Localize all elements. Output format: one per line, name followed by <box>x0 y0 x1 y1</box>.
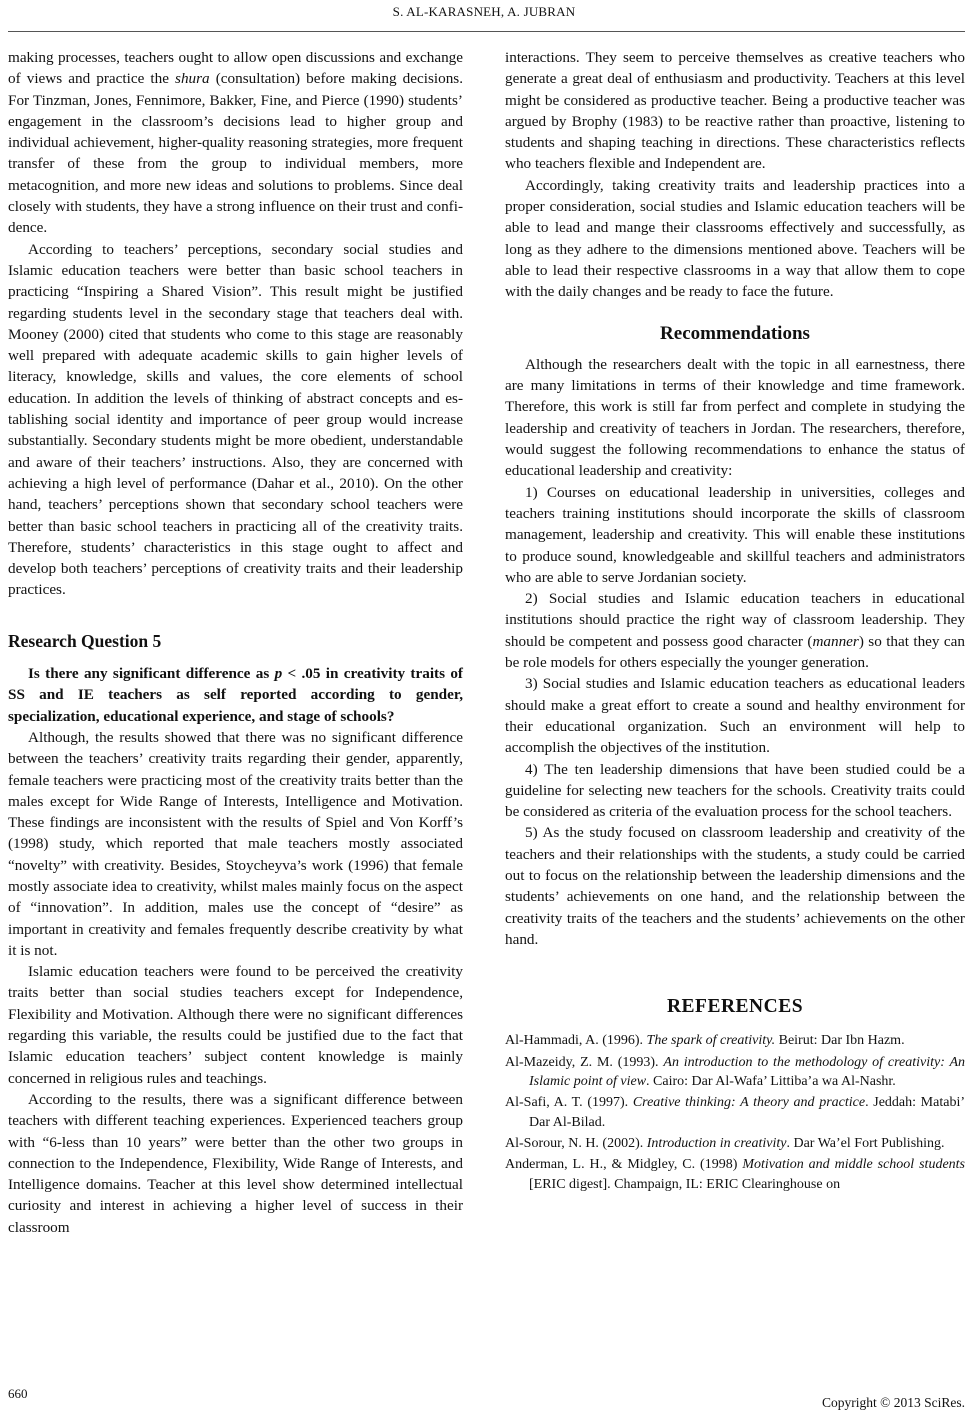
italic-text: manner <box>812 632 859 650</box>
text-run: Beirut: Dar Ibn Hazm. <box>775 1033 905 1049</box>
text-run: Al-Mazeidy, Z. M. (1993). <box>505 1054 664 1070</box>
paragraph <box>8 239 463 601</box>
paragraph <box>505 822 965 950</box>
paragraph <box>505 759 965 823</box>
paragraph <box>505 47 965 175</box>
text-run: 4) The ten leadership dimensions that have been studied could be a guideline for selecting new teachers for the schools. Creativity traits could be considered as criteria of the evaluation process for the school teachers. <box>505 760 965 821</box>
paragraph <box>505 588 965 673</box>
text-run: 3) Social studies and Islamic education teachers as educational leaders should make a great effort to create a sound and healthy environment for their educational organization. Such an environment will help to accomplish the objectives of the institution. <box>505 675 965 757</box>
reference-entry <box>505 1031 965 1050</box>
text-run: Although the researchers dealt with the topic in all earnestness, there are many limitations in terms of their knowledge and time framework. Therefore, this work is still far from perfect and complete in studying the leadership and creativity of teachers in Jordan. The researchers, therefore, would suggest the following recommendations to enhance the status of educational leadership and creativity: <box>505 355 965 480</box>
italic-text: p <box>274 665 283 683</box>
running-head: S. AL-KARASNEH, A. JUBRAN <box>392 4 576 19</box>
text-run: interactions. They seem to perceive themselves as creative teachers who generate a great deal of enthusiasm and productivity. Teachers at this level might be considered as productive teacher. Being a productive teacher was argued by Brophy (1983) to be reactive rather than proactive, listening to students and shaping teaching in directions. These characteristics reflects who teachers flexible and Independent are. <box>505 49 965 173</box>
text-run: Al-Safi, A. T. (1997). <box>505 1095 633 1111</box>
paragraph <box>505 175 965 303</box>
left-paragraphs-b <box>8 663 463 1238</box>
text-run: 2) Social studies and Islamic education teachers in educational institutions should practice the right way of classroom leadership. They should be competent and possess good character ( <box>505 590 965 650</box>
paragraph <box>8 47 463 239</box>
paragraph <box>505 354 965 482</box>
paragraph <box>8 663 463 727</box>
text-run: . Cairo: Dar Al-Wafa’ Littiba’a wa Al-Nashr. <box>646 1074 896 1090</box>
recommendation-paragraphs <box>505 354 965 950</box>
text-run: 5) As the study focused on classroom leadership and creativity of the teachers and their relationships with the students, a study could be carried out to focus on the relationship between the leadership dimensions and the students’ achievements on one hand, and the relationship between the creativity traits of the teachers and the students’ achievements on the other hand. <box>505 824 965 948</box>
text-run: 1) Courses on educational leadership in universities, colleges and teachers training institutions should incorporate the skills of classroom management, leadership and creativity. This will enable these institutions to produce sound, knowledgeable and skillful teachers and administrators who are able to serve Jordanian society. <box>505 483 965 586</box>
paragraph <box>8 961 463 1089</box>
section-heading-research-question-5: Research Question 5 <box>8 630 162 651</box>
text-run: According to the results, there was a significant difference between teachers with different teaching experiences. Experienced teachers group with “6-less than 10 years” were better than the other two groups in connection to the Independence, Flexibility, Wide Range of Interests, and Intelligence domains. Teacher at this level show determined intellectual curiosity and interest in achieving a higher level of success in their classroom <box>8 1090 463 1236</box>
italic-text: Motivation and middle school students <box>742 1157 965 1173</box>
text-run: Anderman, L. H., & Midgley, C. (1998) <box>505 1157 743 1173</box>
text-run: Al-Hammadi, A. (1996). <box>505 1033 647 1049</box>
reference-entry <box>505 1093 965 1132</box>
references-heading: REFERENCES <box>666 996 804 1018</box>
reference-entry <box>505 1053 965 1092</box>
text-run: Accordingly, taking creativity traits and leadership practices into a proper consideration, social studies and Islamic education teachers will be able to lead and mange their classrooms effectively and successfully, as long as they adhere to the dimensions mentioned above. Teachers will be able to lead their respective classrooms in a way that allow them to cope with the daily changes and be ready to face the future. <box>505 176 965 301</box>
paragraph <box>8 1089 463 1238</box>
paragraph <box>505 482 965 588</box>
text-run: Although, the results showed that there was no significant difference between the teachers’ creativity traits regarding their gender, apparently, female teachers were practicing most of the creativity traits better than the males except for Wide Range of Interests, Intelligence and Motivation. These findings are inconsistent with the results of Spiel and Von Korff’s (1998) study, which reported that male teachers mostly associated “novelty” with creativity. Besides, Stoycheyva’s work (1996) that female mostly associate idea to creativity, whilst males mainly focus on the aspect of “innovation”. In addition, males use the concept of “desire” as important in creativity and females frequently describe creativity by what it is not. <box>8 728 463 959</box>
paragraph <box>505 673 965 758</box>
text-run: According to teachers’ perceptions, secondary social studies and Islamic education teachers were better than basic school teachers in practicing “Inspiring a Shared Vision”. This result might be justified regarding students level in the secondary stage that teachers deal with. Mooney (2000) cited that students who come to this stage are reasonably well prepared with adequate academic skills to gain higher levels of literacy, knowledge, skills and values, the core elements of school education. In addition the levels of thinking of abstract concepts and establishing social identity and importance of peer group would increase substantially. Secondary students might be more obedient, understandable and aware of their teachers’ instructions. Also, they are concerned with achieving a high level of performance (Dahar et al., 2010). On the other hand, teachers’ perceptions shown that secondary school teachers were better than basic school teachers in practicing all of the creativity traits. Therefore, students’ characteristics in this stage ought to affect and develop both teachers’ perceptions of creativity traits and their leadership practices. <box>8 240 463 599</box>
italic-text: The spark of creativity. <box>646 1033 776 1049</box>
text-run: Islamic education teachers were found to be perceived the creativity traits better than social studies teachers except for Independence, Flexibility and Motivation. Although there were no significant differences regarding this variable, the results could be justified due to the fact that Islamic education teachers’ subject content knowledge is mainly concerned in religious rules and teachings. <box>8 963 463 1087</box>
text-run: (consultation) before making decisions. For Tinzman, Jones, Fennimore, Bakker, Fine, and Pierce (1990) students’ engagement in the classroom’s decisions lead to higher group and individual achievement, higher-quality reasoning strategies, more frequent transfer of these from the group to individual members, more metacognition, and more new ideas and solutions to problems. Since deal closely with students, they have a strong influence on their trust and confidence. <box>8 70 464 237</box>
text-run: . Jeddah: Matabi’ Dar Al-Bilad. <box>529 1095 965 1130</box>
text-run: making processes, teachers ought to allow open discussions and exchange of views and practice the <box>8 49 463 88</box>
left-column <box>8 47 463 1238</box>
section-heading-recommendations: Recommendations <box>660 322 810 344</box>
page-number: 660 <box>8 1386 28 1401</box>
text-run: [ERIC digest]. Champaign, IL: ERIC Clearinghouse on <box>529 1176 841 1192</box>
italic-text: An introduction to the methodology of creativity: An Islamic point of view <box>529 1054 965 1090</box>
text-run: ) so that they can be role models for others especially the younger generation. <box>505 632 965 672</box>
italic-text: Introduction in creativity <box>646 1135 787 1151</box>
text-run: < .05 in creativity traits of SS and IE teachers as self reported according to gender, specialization, educational experience, and stage of schools? <box>8 665 463 725</box>
italic-text: shura <box>175 70 210 88</box>
reference-entry <box>505 1155 965 1194</box>
text-run: Is there any significant difference as <box>28 665 275 683</box>
text-run: . Dar Wa’el Fort Publishing. <box>786 1135 945 1151</box>
reference-entry <box>505 1134 965 1153</box>
paragraph <box>8 727 463 961</box>
header-rule <box>8 31 965 32</box>
left-paragraphs-a <box>8 47 463 601</box>
text-run: Al-Sorour, N. H. (2002). <box>505 1135 647 1151</box>
copyright-notice: Copyright © 2013 SciRes. <box>821 1395 965 1410</box>
reference-list <box>505 1031 965 1193</box>
right-column <box>505 47 965 1196</box>
italic-text: Creative thinking: A theory and practice <box>632 1095 866 1111</box>
right-paragraphs-a <box>505 47 965 303</box>
